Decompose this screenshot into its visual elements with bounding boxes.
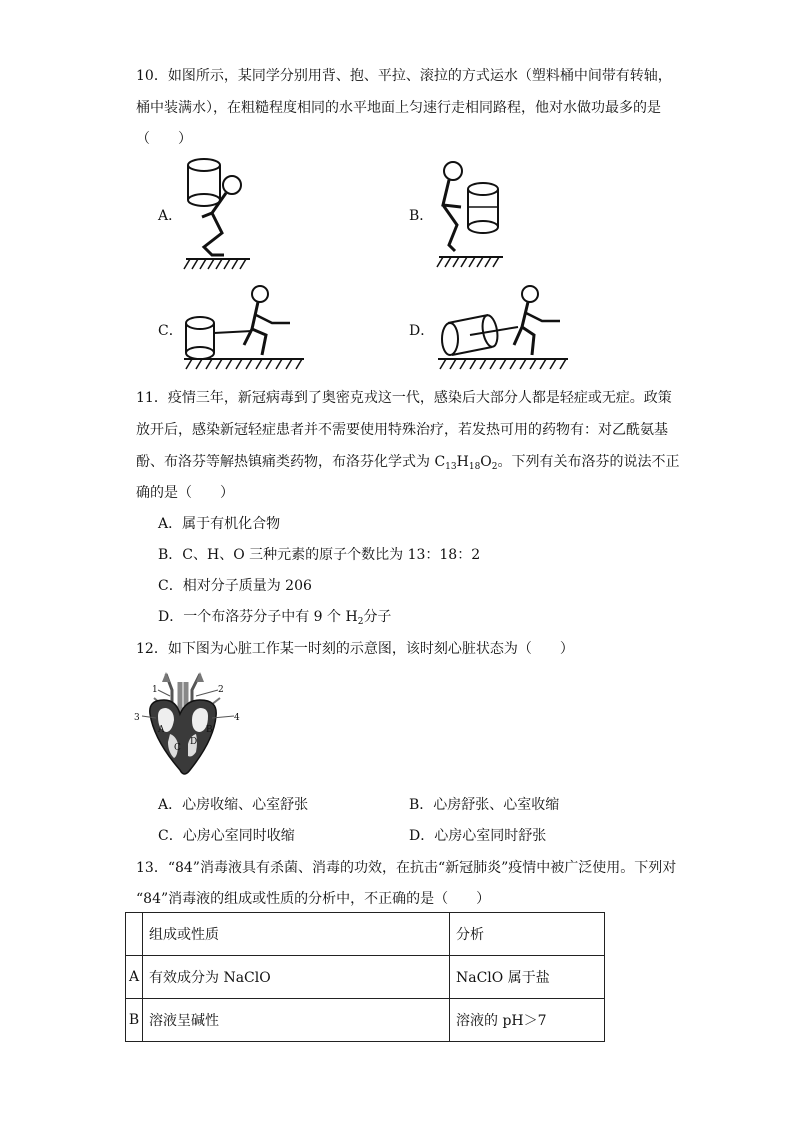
- q11-option-c: C．相对分子质量为 206: [158, 578, 312, 594]
- q12-option-b: B．心房舒张、心室收缩: [409, 797, 560, 813]
- q11-option-b: B．C、H、O 三种元素的原子个数比为 13：18：2: [158, 547, 481, 563]
- q10-option-c-label: C．: [158, 323, 183, 339]
- q13-table: [125, 912, 605, 1042]
- table-header-row: [126, 913, 605, 956]
- table-row: [126, 956, 605, 999]
- q12-option-d: D．心房心室同时舒张: [409, 828, 547, 844]
- heart-label-3: 3: [134, 713, 140, 723]
- heart-label-b: B: [206, 725, 213, 735]
- heart-label-4: 4: [234, 713, 240, 723]
- heart-label-d: D: [190, 737, 198, 747]
- q10-figure-a: [182, 155, 252, 275]
- table-cell: 有效成分为 NaClO: [143, 956, 450, 999]
- q13-stem-line1: 13．“84”消毒液具有杀菌、消毒的功效，在抗击“新冠肺炎”疫情中被广泛使用。下列对: [136, 860, 677, 876]
- q11-formula-o-count: 2: [491, 462, 498, 472]
- q13-stem-line2: “84”消毒液的组成或性质的分析中，不正确的是（ ）: [136, 891, 491, 907]
- heart-label-1: 1: [152, 685, 158, 695]
- heart-label-a: A: [158, 725, 165, 735]
- q11-option-d-text: D．一个布洛芬分子中有 9 个 H: [158, 609, 358, 625]
- q11-formula-o: O: [480, 454, 492, 470]
- table-cell: A: [126, 956, 143, 999]
- q11-stem-line3: [136, 452, 680, 472]
- q11-formula-c-count: 13: [445, 462, 457, 472]
- q10-option-d-label: D．: [409, 323, 435, 339]
- q10-figure-c: [180, 283, 310, 373]
- table-cell: B: [126, 999, 143, 1042]
- q11-stem-line1: 11．疫情三年，新冠病毒到了奥密克戎这一代，感染后大部分人都是轻症或无症。政策: [136, 390, 672, 406]
- table-row: [126, 999, 605, 1042]
- q11-stem-line3-tail: 。下列有关布洛芬的说法不正: [497, 454, 680, 470]
- q10-stem-line1: 10．如图所示，某同学分别用背、抱、平拉、滚拉的方式运水（塑料桶中间带有转轴，: [136, 68, 672, 84]
- q11-option-d-tail: 分子: [363, 609, 392, 625]
- table-header-cell: [126, 913, 143, 956]
- table-header-cell: 组成或性质: [143, 913, 450, 956]
- q10-figure-d: [434, 283, 574, 373]
- heart-label-c: C: [174, 743, 181, 753]
- q11-option-d-sub: 2: [357, 617, 364, 627]
- q12-heart-diagram: [130, 670, 245, 782]
- table-cell: 溶液的 pH＞7: [450, 999, 605, 1042]
- q11-formula-h-count: 18: [468, 462, 481, 472]
- table-cell: NaClO 属于盐: [450, 956, 605, 999]
- q12-option-a: A．心房收缩、心室舒张: [158, 797, 309, 813]
- table-cell: 溶液呈碱性: [143, 999, 450, 1042]
- table-header-cell: 分析: [450, 913, 605, 956]
- q11-option-d: [158, 607, 391, 627]
- q11-stem-line3-text: 酚、布洛芬等解热镇痛类药物，布洛芬化学式为 C: [136, 454, 446, 470]
- q10-figure-b: [433, 155, 508, 275]
- q11-stem-line4: 确的是（ ）: [136, 485, 234, 501]
- q10-stem-line3: （ ）: [136, 131, 192, 147]
- q10-stem-line2: 桶中装满水），在粗糙程度相同的水平地面上匀速行走相同路程，他对水做功最多的是: [136, 100, 661, 116]
- q10-option-a-label: A．: [158, 208, 183, 224]
- q12-stem-line1: 12．如下图为心脏工作某一时刻的示意图，该时刻心脏状态为（ ）: [136, 641, 574, 657]
- q11-formula-h: H: [456, 454, 469, 470]
- q11-stem-line2: 放开后，感染新冠轻症患者并不需要使用特殊治疗，若发热可用的药物有：对乙酰氨基: [136, 422, 668, 438]
- q10-option-b-label: B．: [409, 208, 434, 224]
- q12-option-c: C．心房心室同时收缩: [158, 828, 295, 844]
- heart-label-2: 2: [218, 685, 224, 695]
- q11-option-a: A．属于有机化合物: [158, 516, 281, 532]
